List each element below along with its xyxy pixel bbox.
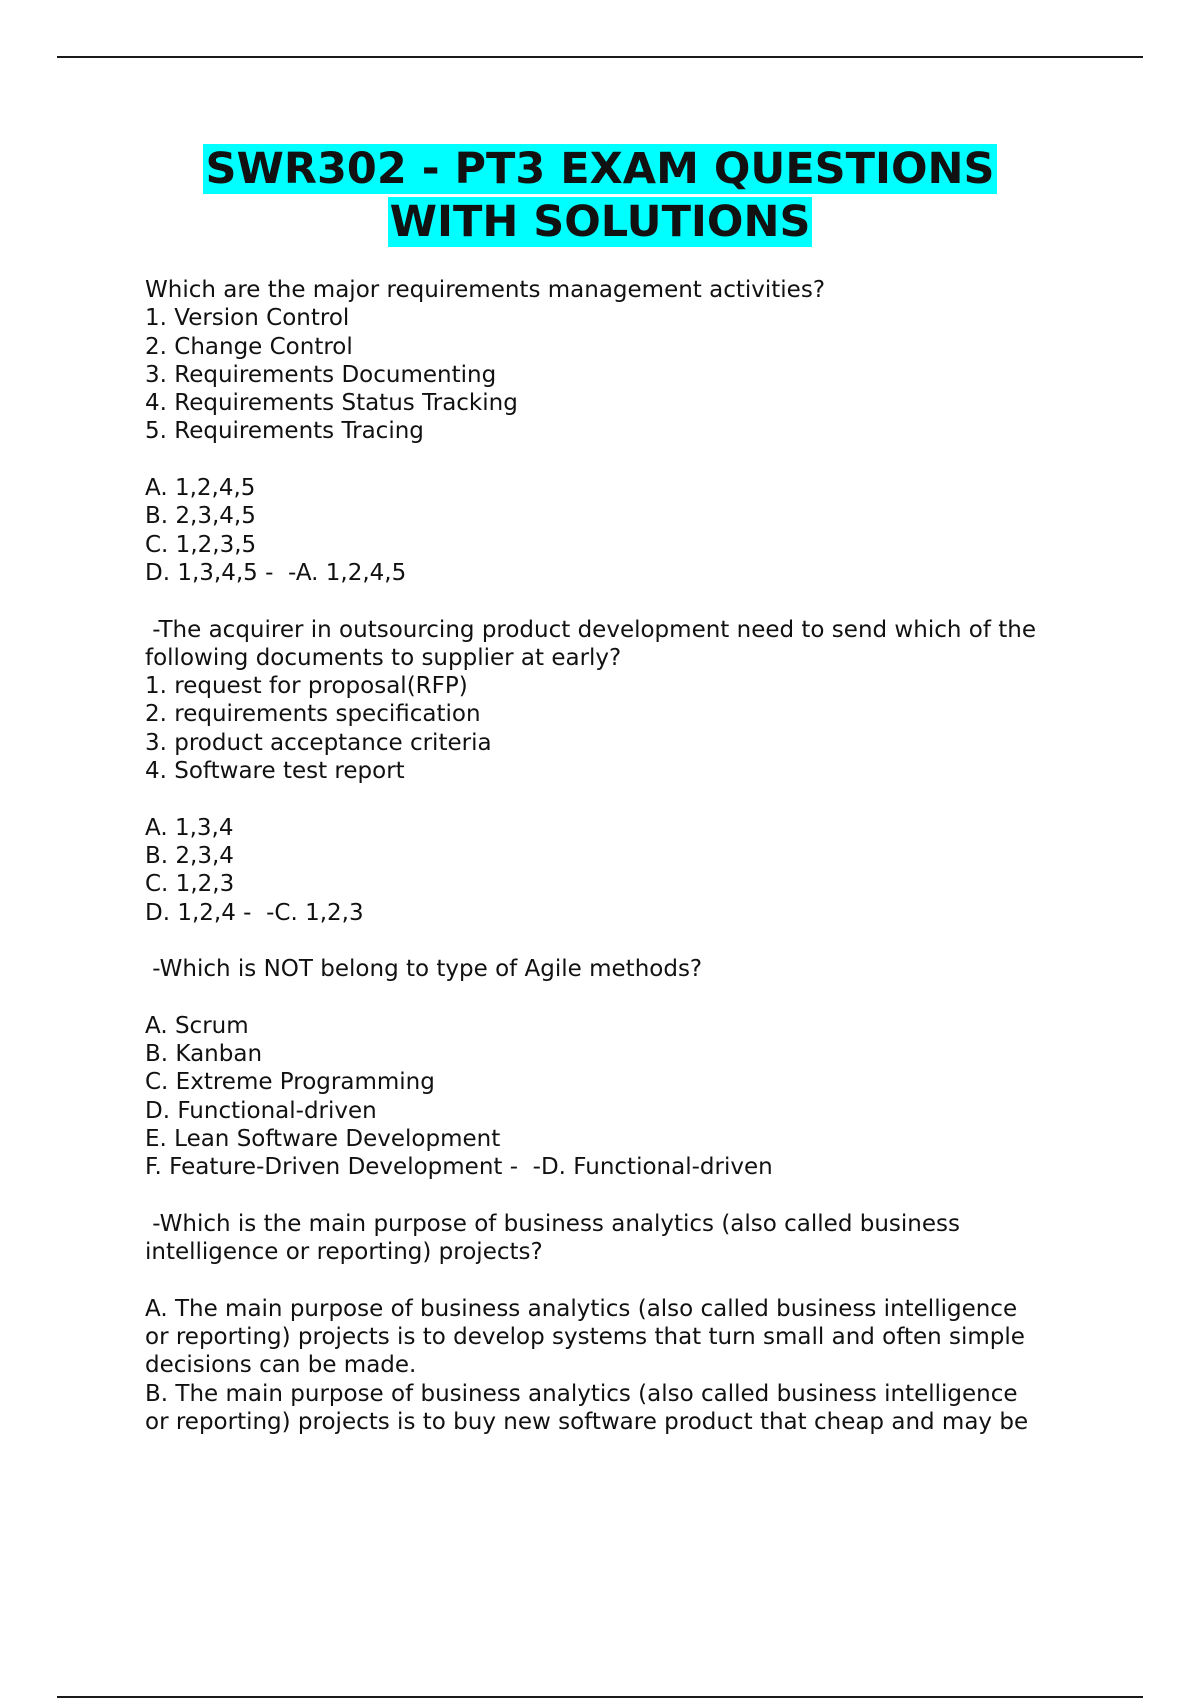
answer-option: B. 2,3,4: [145, 842, 234, 869]
answer-option: B. Kanban: [145, 1041, 263, 1068]
list-item: 2. Change Control: [145, 333, 353, 360]
question-text: intelligence or reporting) projects?: [145, 1239, 543, 1266]
answer-option: C. Extreme Programming: [145, 1069, 435, 1096]
question-text: -Which is NOT belong to type of Agile methods?: [145, 956, 703, 983]
answer-option: A. 1,3,4: [145, 814, 234, 841]
question-text: -The acquirer in outsourcing product development need to send which of the: [145, 616, 1036, 643]
bottom-rule: [57, 1696, 1143, 1698]
spacer: [145, 983, 1105, 1011]
question-3: [145, 955, 1105, 1181]
answer-option: A. The main purpose of business analytics (also called business intelligence: [145, 1295, 1018, 1322]
spacer: [145, 927, 1105, 955]
answer-option: F. Feature-Driven Development - -D. Functional-driven: [145, 1154, 773, 1181]
document-body: [145, 276, 1105, 1436]
answer-option: D. Functional-driven: [145, 1097, 377, 1124]
question-text: -Which is the main purpose of business analytics (also called business: [145, 1210, 960, 1237]
question-text: following documents to supplier at early?: [145, 644, 622, 671]
answer-option: E. Lean Software Development: [145, 1125, 501, 1152]
list-item: 3. product acceptance criteria: [145, 729, 492, 756]
answer-option: or reporting) projects is to develop systems that turn small and often simple: [145, 1323, 1025, 1350]
answer-option: C. 1,2,3: [145, 871, 235, 898]
question-4: [145, 1210, 1105, 1436]
list-item: 4. Software test report: [145, 758, 405, 785]
answer-option: B. The main purpose of business analytics (also called business intelligence: [145, 1380, 1018, 1407]
document-title: [0, 143, 1200, 249]
answer-option: or reporting) projects is to buy new software product that cheap and may be: [145, 1408, 1029, 1435]
list-item: 1. Version Control: [145, 305, 350, 332]
answer-option: B. 2,3,4,5: [145, 503, 256, 530]
answer-option: decisions can be made.: [145, 1352, 417, 1379]
answer-option: A. 1,2,4,5: [145, 475, 256, 502]
list-item: 2. requirements specification: [145, 701, 481, 728]
title-line-1: SWR302 - PT3 EXAM QUESTIONS: [205, 144, 995, 194]
top-rule: [57, 56, 1143, 58]
answer-option: A. Scrum: [145, 1012, 249, 1039]
answer-option: C. 1,2,3,5: [145, 531, 257, 558]
question-2: [145, 616, 1105, 927]
question-1: [145, 276, 1105, 587]
answer-option: D. 1,3,4,5 - -A. 1,2,4,5: [145, 559, 407, 586]
spacer: [145, 1182, 1105, 1210]
answer-option: D. 1,2,4 - -C. 1,2,3: [145, 899, 364, 926]
list-item: 5. Requirements Tracing: [145, 418, 424, 445]
list-item: 1. request for proposal(RFP): [145, 673, 468, 700]
spacer: [145, 587, 1105, 615]
list-item: 4. Requirements Status Tracking: [145, 390, 518, 417]
spacer: [145, 785, 1105, 813]
question-text: Which are the major requirements management activities?: [145, 277, 826, 303]
spacer: [145, 1266, 1105, 1294]
spacer: [145, 446, 1105, 474]
list-item: 3. Requirements Documenting: [145, 361, 497, 388]
title-line-2: WITH SOLUTIONS: [389, 197, 811, 247]
